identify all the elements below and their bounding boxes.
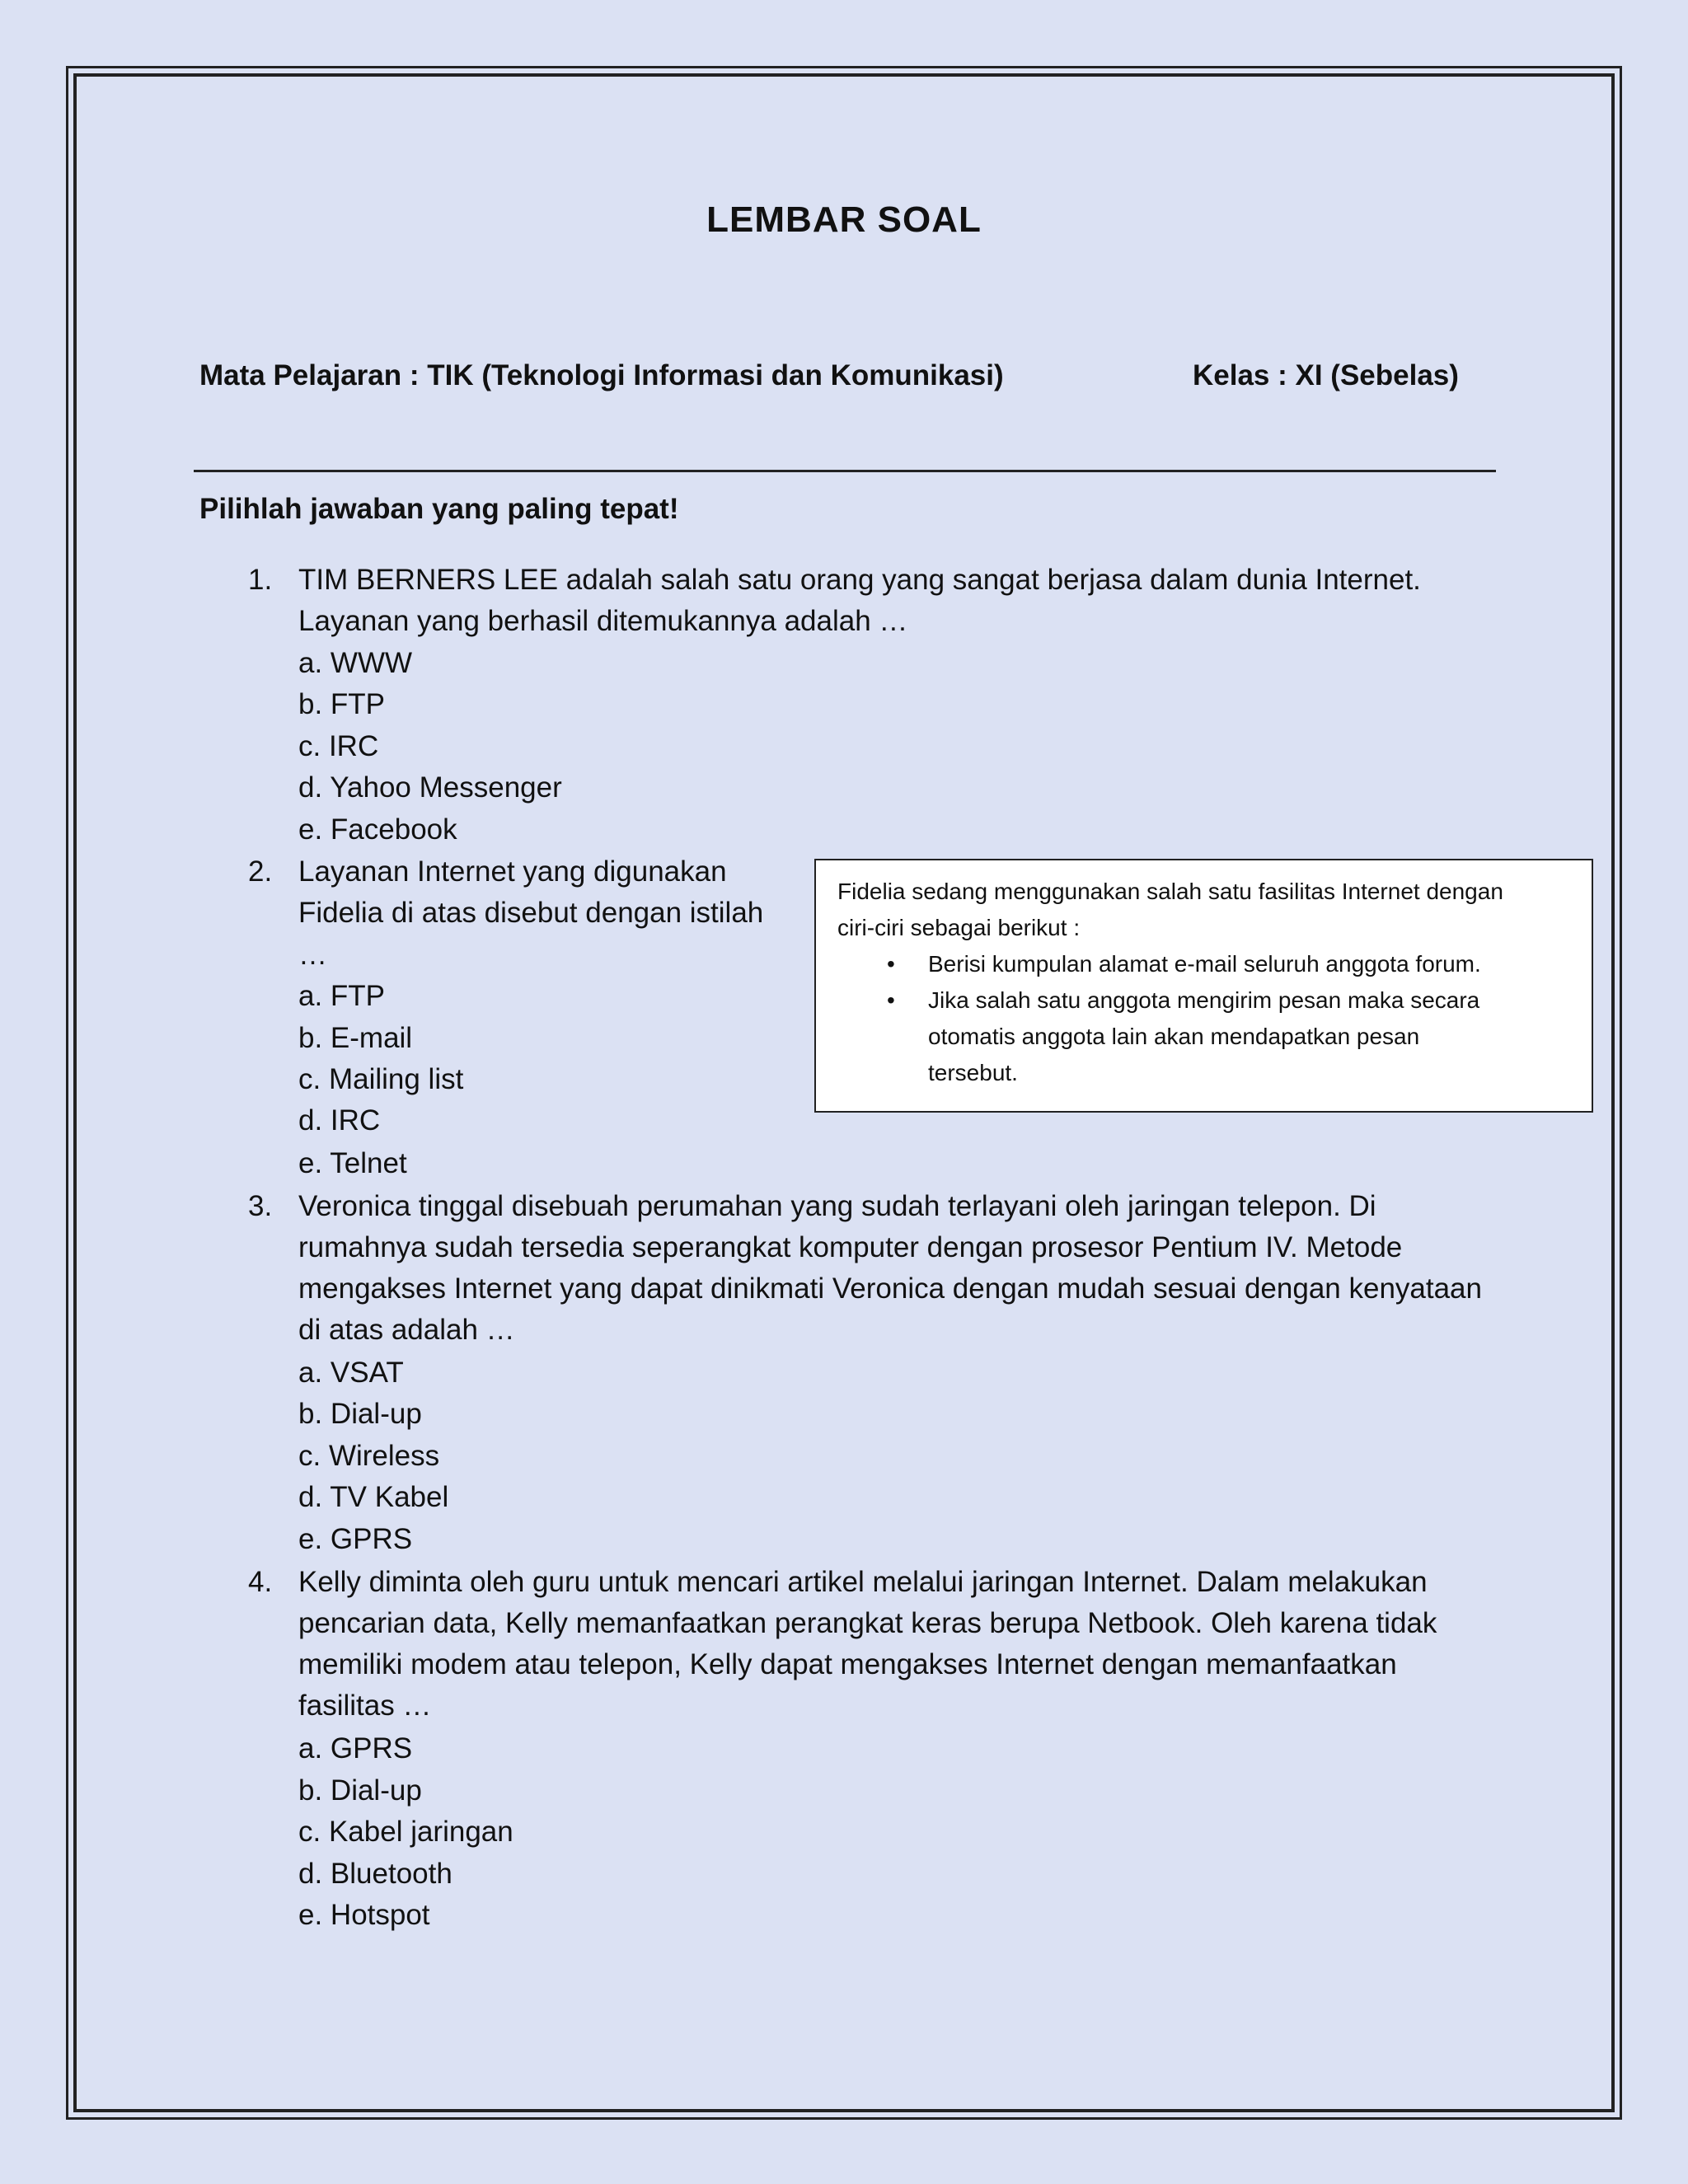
answer-option: c. Mailing list: [298, 1063, 464, 1095]
answer-option: b. E-mail: [298, 1022, 413, 1054]
answer-option: d. Yahoo Messenger: [298, 771, 562, 804]
question-text: pencarian data, Kelly memanfaatkan perangkat keras berupa Netbook. Oleh karena tidak: [298, 1607, 1437, 1639]
question-text: Kelly diminta oleh guru untuk mencari artikel melalui jaringan Internet. Dalam melakukan: [298, 1566, 1428, 1598]
answer-option: b. Dial-up: [298, 1774, 422, 1807]
answer-option: c. Kabel jaringan: [298, 1816, 513, 1848]
question-text: Layanan Internet yang digunakan: [298, 855, 727, 888]
question-text: di atas adalah …: [298, 1314, 515, 1346]
info-bullet: [837, 946, 1570, 982]
question-number: 2.: [248, 855, 273, 888]
question-text: …: [298, 939, 327, 971]
answer-option: b. Dial-up: [298, 1398, 422, 1430]
info-intro: ciri-ciri sebagai berikut :: [837, 915, 1081, 940]
answer-option: a. WWW: [298, 647, 413, 679]
bullet-text: tersebut.: [928, 1060, 1018, 1085]
bullet-icon: •: [887, 987, 895, 1013]
bullet-text: otomatis anggota lain akan mendapatkan pesan: [928, 1024, 1420, 1049]
bullet-text: Berisi kumpulan alamat e-mail seluruh anggota forum.: [928, 951, 1481, 977]
question-text: TIM BERNERS LEE adalah salah satu orang yang sangat berjasa dalam dunia Internet.: [298, 564, 1421, 596]
answer-option: e. Hotspot: [298, 1899, 430, 1931]
info-bullet-cont: [837, 1019, 1570, 1055]
question-text: memiliki modem atau telepon, Kelly dapat mengakses Internet dengan memanfaatkan: [298, 1648, 1397, 1680]
question-text: rumahnya sudah tersedia seperangkat komputer dengan prosesor Pentium IV. Metode: [298, 1231, 1403, 1263]
bullet-text: Jika salah satu anggota mengirim pesan maka secara: [928, 987, 1480, 1013]
answer-option: d. Bluetooth: [298, 1858, 452, 1890]
answer-option: e. Telnet: [298, 1147, 407, 1179]
class-label: Kelas : XI (Sebelas): [1193, 359, 1459, 391]
question-number: 4.: [248, 1566, 273, 1598]
question-text: Fidelia di atas disebut dengan istilah: [298, 897, 764, 929]
info-intro: Fidelia sedang menggunakan salah satu fasilitas Internet dengan: [837, 879, 1503, 904]
question-text: fasilitas …: [298, 1690, 432, 1722]
answer-option: a. FTP: [298, 980, 386, 1012]
info-box: [814, 859, 1593, 1113]
divider: [194, 470, 1496, 472]
info-bullet: [837, 982, 1570, 1019]
answer-option: a. VSAT: [298, 1357, 404, 1389]
page-title: LEMBAR SOAL: [706, 199, 982, 240]
answer-option: e. GPRS: [298, 1523, 413, 1555]
answer-option: d. IRC: [298, 1104, 381, 1137]
answer-option: c. IRC: [298, 730, 379, 762]
bullet-icon: •: [887, 951, 895, 977]
question-number: 1.: [248, 564, 273, 596]
info-bullet-cont: [837, 1055, 1570, 1091]
answer-option: c. Wireless: [298, 1440, 440, 1472]
question-number: 3.: [248, 1190, 273, 1222]
instruction: Pilihlah jawaban yang paling tepat!: [199, 493, 679, 525]
answer-option: a. GPRS: [298, 1732, 413, 1765]
answer-option: b. FTP: [298, 688, 386, 720]
question-text: mengakses Internet yang dapat dinikmati Veronica dengan mudah sesuai dengan kenyataan: [298, 1272, 1482, 1305]
subject-label: Mata Pelajaran : TIK (Teknologi Informasi dan Komunikasi): [199, 359, 1004, 391]
answer-option: d. TV Kabel: [298, 1481, 449, 1513]
answer-option: e. Facebook: [298, 813, 457, 846]
question-text: Veronica tinggal disebuah perumahan yang sudah terlayani oleh jaringan telepon. Di: [298, 1190, 1376, 1222]
question-text: Layanan yang berhasil ditemukannya adalah …: [298, 605, 908, 637]
